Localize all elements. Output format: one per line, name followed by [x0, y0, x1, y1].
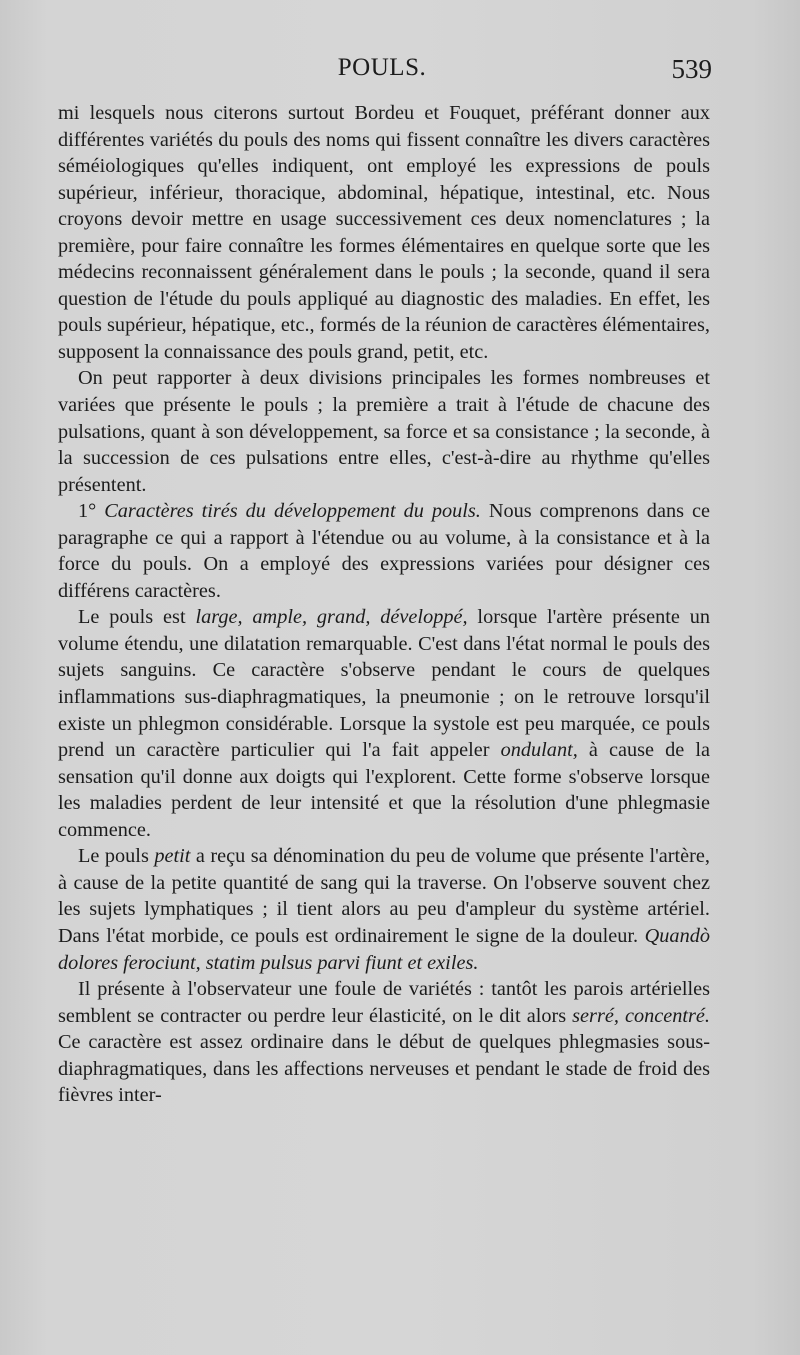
paragraph [58, 843, 710, 976]
text-run: à cause de la sensation qu'il donne aux doigts qui l'explorent. Cette forme s'observe lorsque les maladies perdent de leur intensité et que la résolution d'une phlegmasie commence. [58, 739, 710, 841]
paragraph [58, 604, 710, 843]
paragraph [58, 100, 710, 365]
text-run: Il présente à l'observateur une foule de variétés : tantôt les parois artérielles semblent se contracter ou perdre leur élasticité, on le dit alors [58, 978, 710, 1027]
text-run: Nous comprenons dans ce paragraphe ce qui a rapport à l'étendue ou au volume, à la consistance et à la force du pouls. On a employé des expressions variées pour désigner ces différens caractères. [58, 500, 710, 602]
running-title: POULS. [337, 54, 427, 81]
body-text [58, 100, 710, 1109]
text-run: lorsque l'artère présente un volume étendu, une dilatation remarquable. C'est dans l'état normal le pouls des sujets sanguins. Ce caractère s'observe pendant le cours de quelques inflammations sus-diaphragmatiques, la pneumonie ; on le retrouve lorsqu'il existe un phlegmon considérable. Lorsque la systole est peu marquée, ce pouls prend un caractère particulier qui l'a fait appeler [58, 606, 710, 762]
text-run: Ce caractère est assez ordinaire dans le début de quelques phlegmasies sous-diaphragmatiques, dans les affections nerveuses et pendant le stade de froid des fièvres inter- [58, 1031, 710, 1107]
section-number: 1° [78, 500, 105, 523]
section-title: Caractères tirés du développement du pouls. [104, 500, 481, 523]
text-run: Le pouls est [78, 606, 196, 629]
text-run: On peut rapporter à deux divisions principales les formes nombreuses et variées que présente le pouls ; la première a trait à l'étude de chacune des pulsations, quant à son développement, sa force et sa consistance ; la seconde, à la succession de ces pulsations entre elles, c'est-à-dire au rhythme qu'elles présentent. [58, 367, 710, 496]
page-number: 539 [671, 54, 712, 84]
italic-term: serré, concentré. [572, 1004, 710, 1027]
italic-term: petit [154, 845, 191, 868]
italic-term: large, ample, grand, développé, [195, 606, 468, 629]
italic-term: ondulant, [500, 739, 578, 762]
page-header [52, 50, 712, 90]
text-run: Le pouls [78, 845, 155, 868]
paragraph [58, 365, 710, 498]
text-run: a reçu sa dénomination du peu de volume que présente l'artère, à cause de la petite quantité de sang qui la traverse. On l'observe souvent chez les sujets lymphatiques ; il tient alors au peu d'ampleur du système artériel. Dans l'état morbide, ce pouls est ordinairement le signe de la douleur. [58, 845, 710, 947]
latin-quotation: Quandò dolores ferociunt, statim pulsus parvi fiunt et exiles. [58, 924, 710, 974]
paragraph-section-heading [58, 498, 710, 604]
paragraph [58, 976, 710, 1109]
text-run: mi lesquels nous citerons surtout Bordeu et Fouquet, préférant donner aux différentes variétés du pouls des noms qui fissent connaître les divers caractères séméiologiques qu'elles indiquent, ont employé les expressions de pouls supérieur, inférieur, thoracique, abdominal, hépatique, intestinal, etc. Nous croyons devoir mettre en usage successivement ces deux nomenclatures ; la première, pour faire connaître les formes élémentaires en quelque sorte que les médecins reconnaissent généralement dans le pouls ; la seconde, quand il sera question de l'étude du pouls appliqué au diagnostic des maladies. En effet, les pouls supérieur, hépatique, etc., formés de la réunion de caractères élémentaires, supposent la connaissance des pouls grand, petit, etc. [58, 102, 710, 363]
